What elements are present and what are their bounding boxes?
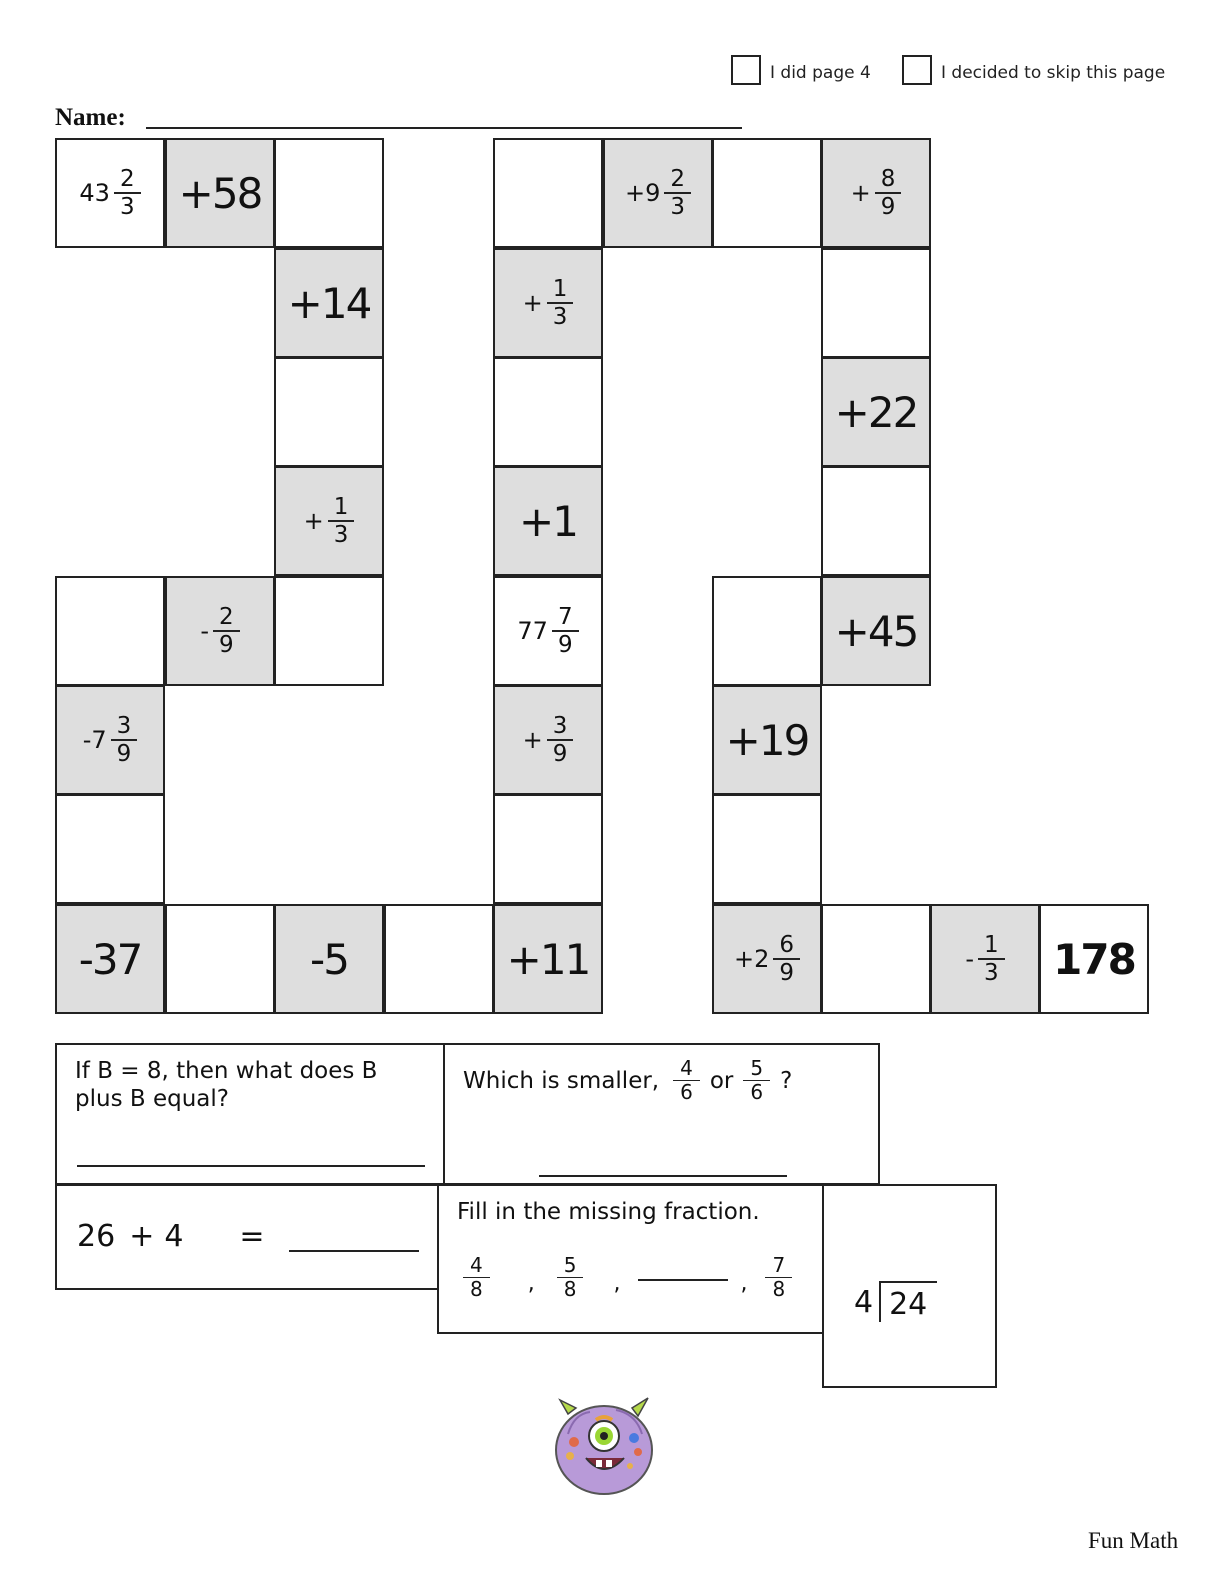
answer-line[interactable] <box>289 1250 419 1252</box>
path-cell-answer[interactable] <box>821 904 931 1014</box>
path-cell-finish: 178 <box>1039 904 1149 1014</box>
path-cell-operation: +1 <box>493 466 603 576</box>
fraction: $\frac{4}{6}$ <box>673 1057 700 1104</box>
fraction: $\frac{4}{8}$ <box>463 1254 490 1301</box>
skip-page-label: I decided to skip this page <box>941 63 1166 83</box>
fraction: $\frac{7}{8}$ <box>765 1254 792 1301</box>
path-cell-start: 43 $\frac{2}{3}$ <box>55 138 165 248</box>
question-text: Which is smaller, $\frac{4}{6}$ or $\frac{5}{6}$ ? <box>463 1056 793 1104</box>
path-cell-answer[interactable] <box>274 138 384 248</box>
question-box-compare <box>443 1043 880 1185</box>
fraction: $\frac{5}{6}$ <box>743 1057 770 1104</box>
path-cell-operation: +45 <box>821 576 931 686</box>
path-cell-operation: + $\frac{1}{3}$ <box>493 248 603 358</box>
path-cell-answer[interactable] <box>821 248 931 358</box>
path-cell-operation: +9 $\frac{2}{3}$ <box>603 138 713 248</box>
question-text: Fill in the missing fraction. <box>457 1199 760 1225</box>
path-cell-operation: +22 <box>821 357 931 467</box>
name-input-line[interactable] <box>146 127 742 129</box>
name-label: Name: <box>55 104 126 131</box>
answer-line[interactable] <box>539 1175 787 1177</box>
path-cell-operation: + $\frac{1}{3}$ <box>274 466 384 576</box>
path-cell-answer[interactable] <box>165 904 275 1014</box>
skip-page-checkbox[interactable] <box>902 55 932 85</box>
path-cell-operation: - $\frac{2}{9}$ <box>165 576 275 686</box>
path-cell-answer[interactable] <box>821 466 931 576</box>
question-box-fraction-sequence <box>437 1184 825 1334</box>
path-cell-operation: +11 <box>493 904 603 1014</box>
path-cell-operation: -37 <box>55 904 165 1014</box>
path-cell-operation: -5 <box>274 904 384 1014</box>
fraction: $\frac{5}{8}$ <box>557 1254 584 1301</box>
path-cell-operation: +14 <box>274 248 384 358</box>
path-cell-answer[interactable] <box>493 357 603 467</box>
fraction-sequence: $\frac{4}{8}$ , $\frac{5}{8}$ , , $\frac{7}{8}$ <box>463 1254 792 1301</box>
path-cell-answer[interactable] <box>493 138 603 248</box>
path-cell-answer[interactable] <box>55 576 165 686</box>
path-cell-answer[interactable] <box>384 904 494 1014</box>
missing-fraction-line[interactable] <box>638 1279 728 1281</box>
path-cell-operation: -7 $\frac{3}{9}$ <box>55 685 165 795</box>
path-cell-operation: +2 $\frac{6}{9}$ <box>712 904 822 1014</box>
long-division: 4 24 <box>854 1281 937 1322</box>
path-cell-operation: - $\frac{1}{3}$ <box>930 904 1040 1014</box>
path-cell-answer[interactable] <box>493 794 603 904</box>
did-page-checkbox[interactable] <box>731 55 761 85</box>
answer-line[interactable] <box>77 1165 425 1167</box>
footer-text: Fun Math <box>1088 1528 1179 1553</box>
path-cell-checkpoint: 77 $\frac{7}{9}$ <box>493 576 603 686</box>
path-cell-answer[interactable] <box>55 794 165 904</box>
path-cell-answer[interactable] <box>712 576 822 686</box>
path-cell-operation: + $\frac{8}{9}$ <box>821 138 931 248</box>
question-box-addition <box>55 1184 440 1290</box>
question-text: If B = 8, then what does B plus B equal? <box>75 1058 378 1112</box>
path-cell-operation: +19 <box>712 685 822 795</box>
path-cell-answer[interactable] <box>274 576 384 686</box>
question-box-variable <box>55 1043 445 1185</box>
equation: 26 + 4 = <box>77 1219 265 1254</box>
path-cell-answer[interactable] <box>712 794 822 904</box>
path-cell-operation: + $\frac{3}{9}$ <box>493 685 603 795</box>
monster-mascot-image <box>546 1394 662 1498</box>
path-cell-answer[interactable] <box>274 357 384 467</box>
path-cell-answer[interactable] <box>712 138 822 248</box>
path-cell-operation: +58 <box>165 138 275 248</box>
question-box-division <box>822 1184 997 1388</box>
did-page-label: I did page 4 <box>770 63 871 83</box>
